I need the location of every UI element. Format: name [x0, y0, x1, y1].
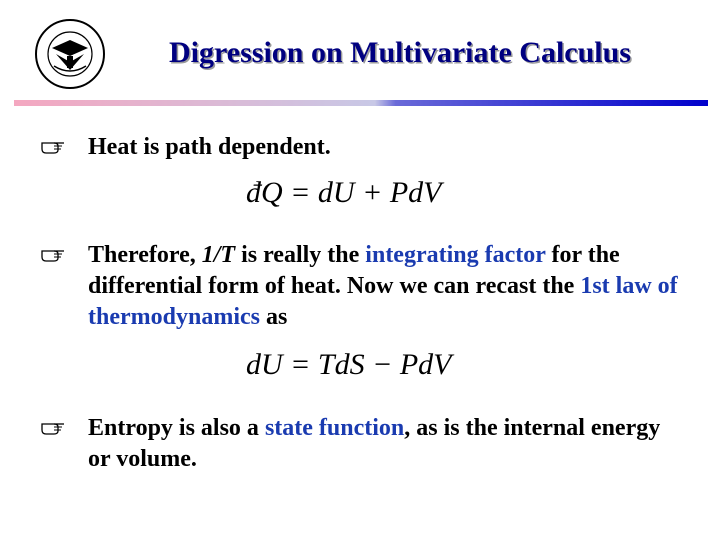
bullet-text: Entropy is also a state function, as is the internal energy or volume. [88, 415, 661, 472]
equation-rest: = TdS − PdV [282, 348, 452, 381]
slide-title: Digression on Multivariate Calculus [169, 36, 631, 69]
equation-lhs: đQ [246, 176, 283, 209]
pointing-hand-icon [40, 135, 66, 157]
equation-lhs: dU [246, 348, 283, 381]
bullet-text: Therefore, 1/T is really the integrating factor for the differential form of heat. Now we can recast the 1st law of thermodynamics as [88, 242, 678, 330]
pointing-hand-icon [40, 243, 66, 265]
equation-first-law [246, 348, 452, 382]
equation-heat [246, 176, 441, 210]
university-logo [34, 18, 106, 90]
title-divider [14, 100, 708, 106]
pointing-hand-icon [40, 416, 66, 438]
bullet-text: Heat is path dependent. [88, 134, 331, 160]
equation-rest: = dU + PdV [282, 176, 442, 209]
